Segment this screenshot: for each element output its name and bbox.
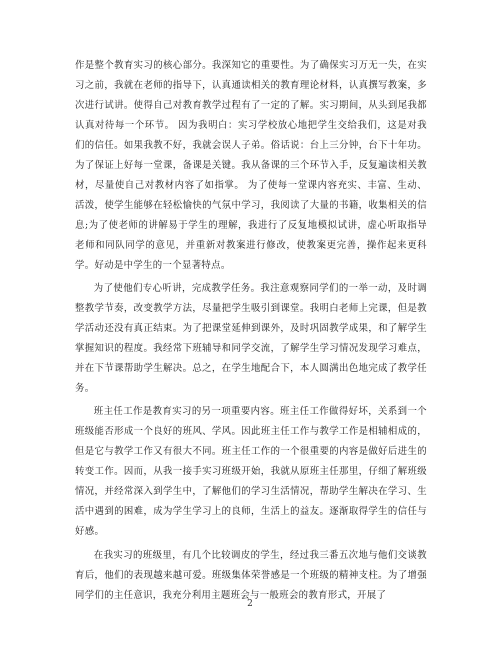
paragraph: 作是整个教育实习的核心部分。我深知它的重要性。为了确保实习万无一失，在实习之前，我就在老师的指导下，认真通读相关的教育理论材料，认真撰写教案，多次进行试讲。使得自己对教育教学过程有了一定的了解。实习期间，从头到尾我都认真对待每一个环节。 因为我明白：实习学校放心地把学生交给我们，这是对我们的信任。如果我教不好，我就会误人子弟。俗话说：台上三分钟，台下十年功。为了保证上好每一堂课，备课是关键。我从备课的三个环节入手，反复遍读相关教材，尽量使自己对教材内容了如指掌。 为了使每一堂课内容充实、丰富、生动、活泼，使学生能够在轻松愉快的气氛中学习，我阅读了大量的书籍，收集相关的信息;为了使老师的讲解易于学生的理解，我进行了反复地模拟试讲，虚心听取指导老师和同队同学的意见，并重新对教案进行修改，使教案更完善，操作起来更科学。好动是中学生的一个显著特点。: [75, 60, 427, 271]
paragraph: 在我实习的班级里，有几个比较调皮的学生，经过我三番五次地与他们交谈教育后，他们的表现越来越可爱。班级集体荣誉感是一个班级的精神支柱。为了增强同学们的主任意识，我充分利用主题班会与一般班会的教育形式，开展了: [75, 549, 427, 601]
paragraph: 为了使他们专心听讲，完成教学任务。我注意观察同学们的一举一动，及时调整教学节奏，改变教学方法，尽量把学生吸引到课堂。我明白老师上完课，但是教学活动还没有真正结束。为了把课堂延伸到课外，及时巩固教学成果，和了解学生掌握知识的程度。我经常下班辅导和同学交流，了解学生学习情况发现学习难点，并在下节课帮助学生解决。总之，在学生地配合下，本人圆满出色地完成了教学任务。: [75, 283, 427, 395]
paragraph: 班主任工作是教育实习的另一项重要内容。班主任工作做得好坏，关系到一个班级能否形成一个良好的班风、学风。因此班主任工作与教学工作是相辅相成的，但是它与教学工作又有很大不同。班主任工作的一个很重要的内容是做好后进生的转变工作。因而，从我一接手实习班级开始，我就从原班主任那里，仔细了解班级情况，并经常深入到学生中，了解他们的学习生活情况，帮助学生解决在学习、生活中遇到的困难，成为学生学习上的良师，生活上的益友。逐渐取得学生的信任与好感。: [75, 406, 427, 538]
document-body: [75, 56, 427, 609]
page-number: 2: [247, 599, 253, 609]
